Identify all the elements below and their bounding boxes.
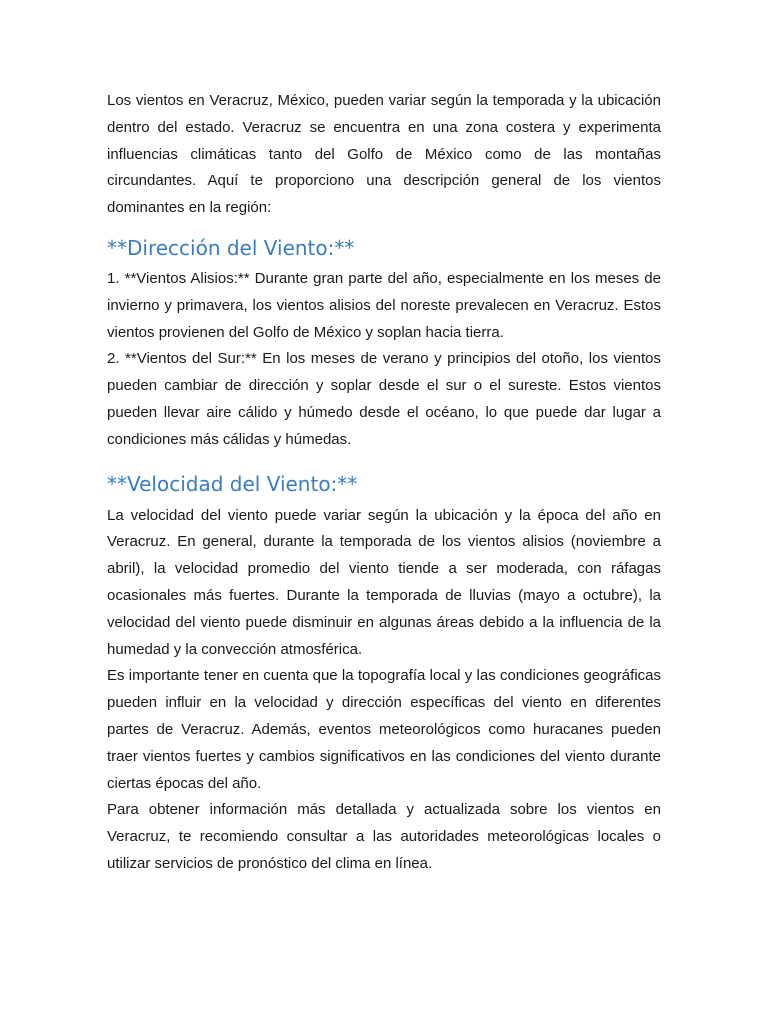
document-page [107, 88, 661, 878]
intro-paragraph: Los vientos en Veracruz, México, pueden variar según la temporada y la ubicación dentro del estado. Veracruz se encuentra en una zona costera y experimenta influencias climáticas tanto del Golfo de México como de las montañas circundantes. Aquí te proporciono una descripción general de los vientos dominantes en la región: [107, 92, 661, 217]
body-paragraph: Es importante tener en cuenta que la topografía local y las condiciones geográficas pueden influir en la velocidad y dirección específicas del viento en diferentes partes de Veracruz. Además, eventos meteorológicos como huracanes pueden traer vientos fuertes y cambios significativos en las condiciones del viento durante ciertas épocas del año. [107, 667, 661, 792]
body-paragraph: Para obtener información más detallada y actualizada sobre los vientos en Veracruz, te recomiendo consultar a las autoridades meteorológicas locales o utilizar servicios de pronóstico del clima en línea. [107, 801, 661, 872]
section-heading-velocidad: **Velocidad del Viento:** [107, 471, 358, 496]
list-item: 2. **Vientos del Sur:** En los meses de verano y principios del otoño, los vientos pueden cambiar de dirección y soplar desde el sur o el sureste. Estos vientos pueden llevar aire cálido y húmedo desde el océano, lo que puede dar lugar a condiciones más cálidas y húmedas. [107, 350, 661, 448]
section-heading-direccion: **Dirección del Viento:** [107, 235, 355, 260]
list-item: 1. **Vientos Alisios:** Durante gran parte del año, especialmente en los meses de invierno y primavera, los vientos alisios del noreste prevalecen en Veracruz. Estos vientos provienen del Golfo de México y soplan hacia tierra. [107, 269, 661, 341]
body-paragraph: La velocidad del viento puede variar según la ubicación y la época del año en Veracruz. En general, durante la temporada de los vientos alisios (noviembre a abril), la velocidad promedio del viento tiende a ser moderada, con ráfagas ocasionales más fuertes. Durante la temporada de lluvias (mayo a octubre), la velocidad del viento puede disminuir en algunas áreas debido a la influencia de la humedad y la convección atmosférica. [107, 506, 661, 658]
